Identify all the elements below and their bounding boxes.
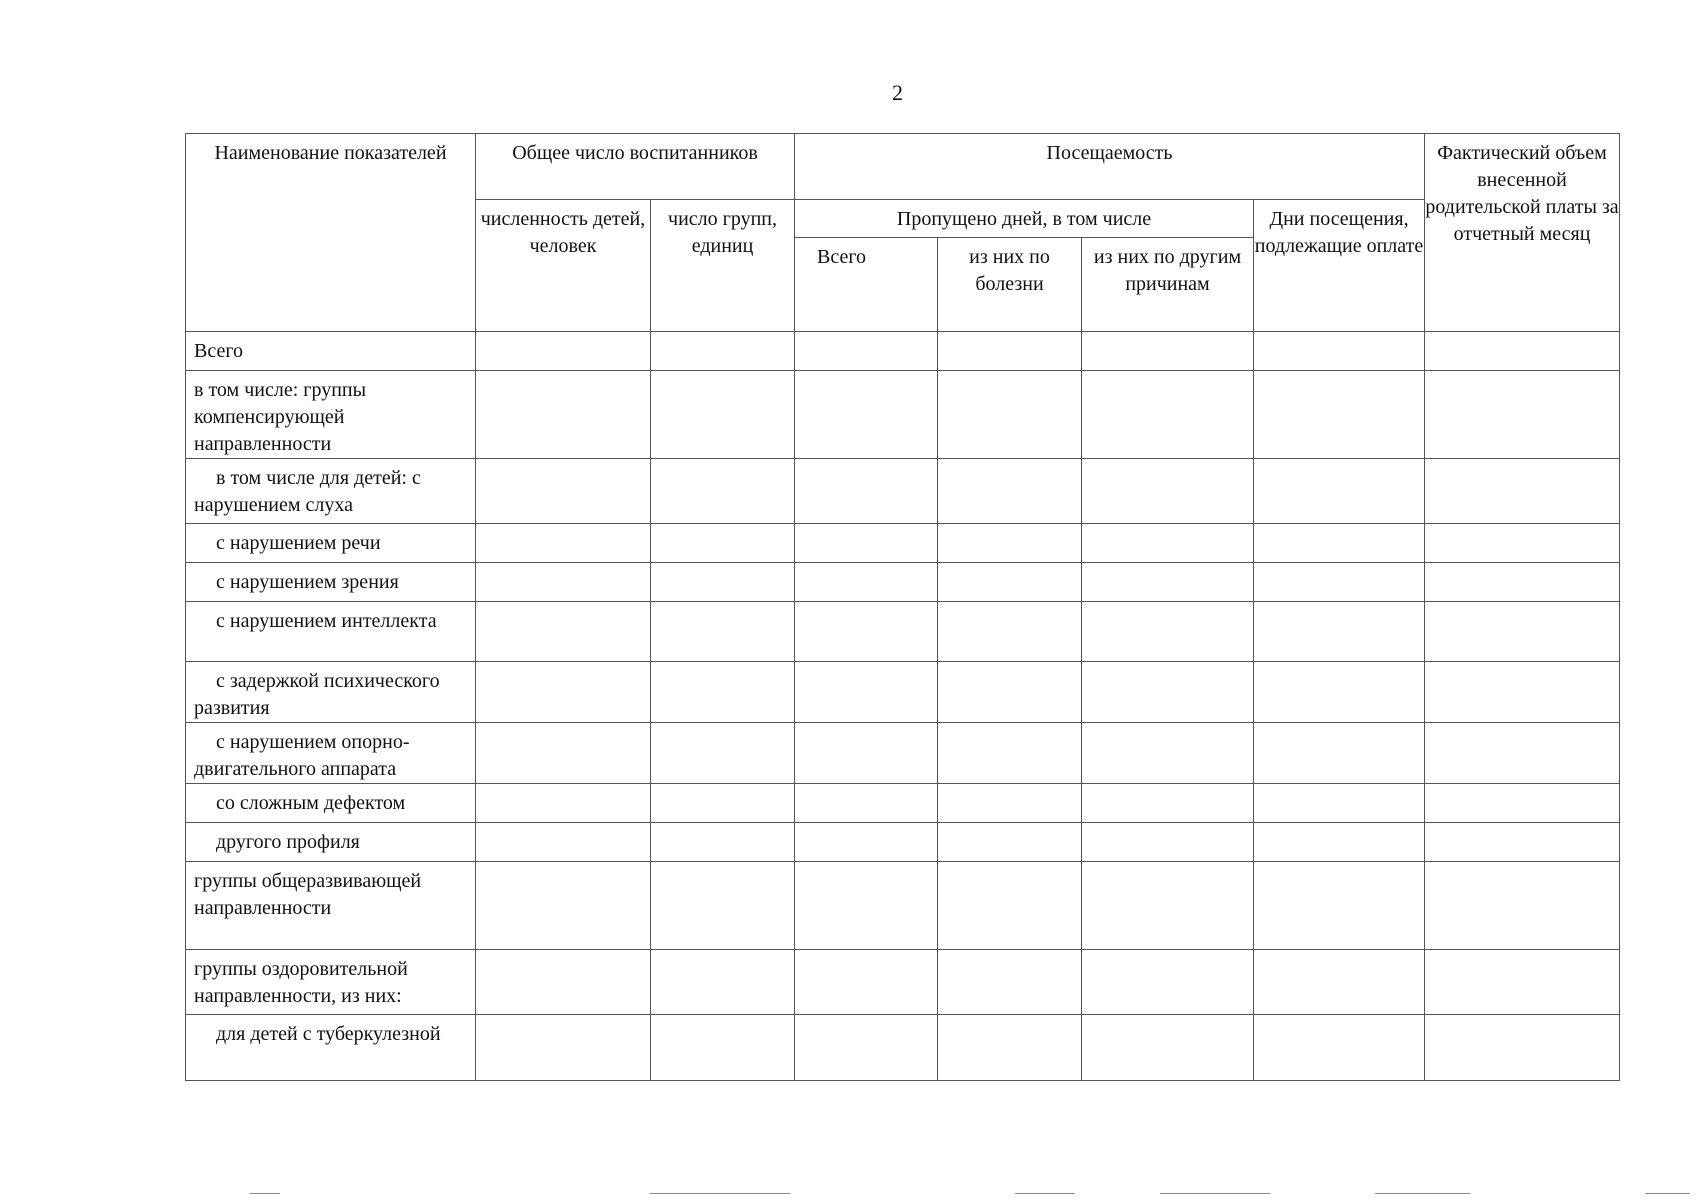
header-children-count: численность детей, человек <box>476 200 651 332</box>
header-missed-days: Пропущено дней, в том числе <box>795 200 1254 238</box>
header-total-pupils: Общее число воспитанников <box>476 134 795 200</box>
row-label-vision: с нарушением зрения <box>186 563 476 602</box>
header-groups-count: число групп, единиц <box>651 200 795 332</box>
header-indicator-name: Наименование показателей <box>186 134 476 332</box>
table-row <box>186 563 1620 602</box>
row-label-other-profile: другого профиля <box>186 823 476 862</box>
table-row <box>186 332 1620 371</box>
row-label-total: Всего <box>186 332 476 371</box>
row-label-hearing: в том числе для детей: с нарушением слуха <box>186 459 476 524</box>
row-label-tuberculosis: для детей с туберкулезной <box>186 1015 476 1081</box>
table-row <box>186 602 1620 662</box>
scan-artifact <box>1015 1193 1075 1194</box>
scan-artifact <box>1160 1193 1270 1194</box>
header-missed-total: Всего <box>795 238 938 332</box>
page-number: 2 <box>892 80 903 105</box>
table-row <box>186 950 1620 1015</box>
header-paid-days: Дни посещения, подлежащие оплате <box>1254 200 1425 332</box>
scan-artifact <box>1645 1193 1690 1194</box>
scan-artifact <box>1375 1193 1470 1194</box>
header-attendance: Посещаемость <box>795 134 1425 200</box>
table-row <box>186 862 1620 950</box>
header-missed-illness: из них по болезни <box>938 238 1082 332</box>
row-label-speech: с нарушением речи <box>186 524 476 563</box>
row-label-health-groups: группы оздоровительной направленности, из них: <box>186 950 476 1015</box>
row-label-musculoskeletal: с нарушением опорно-двигательного аппарата <box>186 723 476 784</box>
table-row <box>186 524 1620 563</box>
row-label-general-groups: группы общеразвивающей направленности <box>186 862 476 950</box>
scan-artifact <box>250 1193 280 1194</box>
header-actual-fee: Фактический объем внесенной родительской платы за отчетный месяц <box>1425 134 1620 332</box>
attendance-report-table <box>185 133 1620 1081</box>
table-row <box>186 371 1620 459</box>
row-label-mental-delay: с задержкой психического развития <box>186 662 476 723</box>
table-row <box>186 823 1620 862</box>
row-label-compensating-groups: в том числе: группы компенсирующей направленности <box>186 371 476 459</box>
row-label-complex-defect: со сложным дефектом <box>186 784 476 823</box>
table-row <box>186 1015 1620 1081</box>
table-row <box>186 723 1620 784</box>
table-row <box>186 784 1620 823</box>
table-row <box>186 459 1620 524</box>
header-missed-other: из них по другим причинам <box>1082 238 1254 332</box>
table-row <box>186 662 1620 723</box>
row-label-intellect: с нарушением интеллекта <box>186 602 476 662</box>
scan-artifact <box>650 1193 790 1194</box>
